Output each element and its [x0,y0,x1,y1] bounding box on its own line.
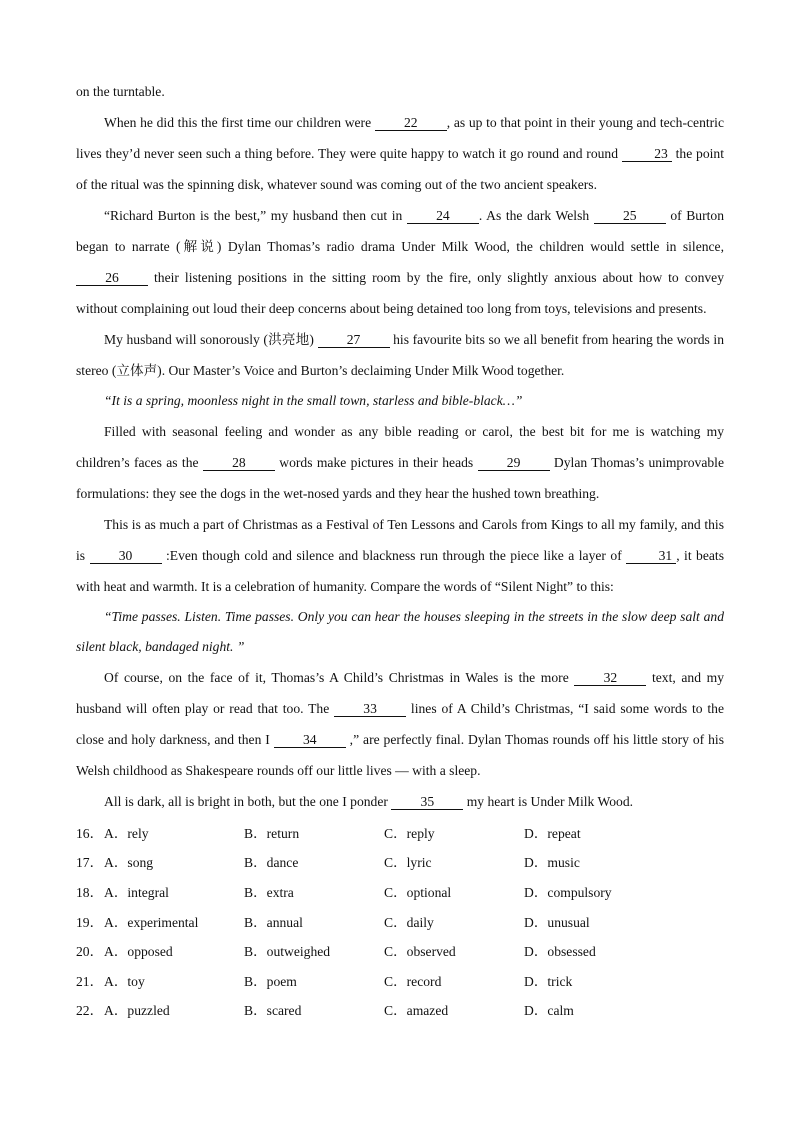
blank-25: 25 [594,209,666,224]
option-c: C．lyric [384,855,432,871]
blank-28: 28 [203,456,275,471]
text: the point of the ritual was the spinning disk, whatever sound was coming out of the two ancient speakers. [76,146,724,192]
text: My husband will sonorously (洪亮地) [104,332,318,347]
paragraph-4 [76,416,724,509]
document-page [76,76,724,1024]
text: lines of A Child’s Christmas, “I said some words to the close and holy darkness, and then I [76,701,724,747]
text: his favourite bits so we all benefit from hearing the words in stereo (立体声). Our Master’s Voice and Burton’s declaiming Under Milk Wood together. [76,332,724,378]
option-d: D．compulsory [524,884,612,900]
option-d: D．trick [524,973,573,989]
option-a: A．rely [104,825,149,841]
text: Dylan Thomas’s unimprovable formulations: they see the dogs in the wet-nosed yards and they hear the hushed town breathing. [76,455,724,501]
paragraph-2 [76,200,724,324]
option-a: A．integral [104,884,169,900]
text: , as up to that point in their young and tech-centric lives they’d never seen such a thing before. They were quite happy to watch it go round and round [76,115,724,161]
option-a: A．song [104,855,154,871]
blank-33: 33 [334,702,406,717]
blank-30: 30 [90,549,162,564]
option-c: C．record [384,973,442,989]
option-d: D．music [524,855,580,871]
text: words make pictures in their heads [274,455,478,470]
text: their listening positions in the sitting room by the fire, only slightly anxious about how to convey without complaining out loud their deep concerns about being detained too long from toys, televisions and presents. [76,270,724,316]
option-a: A．toy [104,973,145,989]
text: :Even though cold and silence and blackness run through the piece like a layer of [161,548,627,563]
option-d: D．calm [524,1003,574,1019]
question-number: 18． [76,884,104,900]
option-b: B．return [244,825,300,841]
question-row [76,847,724,877]
text: . As the dark Welsh [478,208,594,223]
question-row [76,906,724,936]
text: text, and my husband will often play or read that too. The [76,670,724,716]
text: This is as much a part of Christmas as a Festival of Ten Lessons and Carols from Kings to all my family, and this is [76,517,724,563]
question-row [76,817,724,847]
option-a: A．puzzled [104,1003,170,1019]
question-number: 19． [76,914,104,930]
option-d: D．repeat [524,825,581,841]
question-number: 21． [76,973,104,989]
option-d: D．unusual [524,914,590,930]
text: on the turntable. [76,84,165,99]
blank-34: 34 [274,733,346,748]
question-number: 17． [76,855,104,871]
quote-1: “It is a spring, moonless night in the small town, starless and bible-black…” [104,393,523,408]
text: When he did this the first time our children were [104,115,375,130]
text: All is dark, all is bright in both, but the one I ponder [104,794,392,809]
text: of Burton began to narrate (解说) Dylan Thomas’s radio drama Under Milk Wood, the children would settle in silence, [76,208,724,254]
text: Of course, on the face of it, Thomas’s A Child’s Christmas in Wales is the more [104,670,575,685]
question-row [76,876,724,906]
quote-2: “Time passes. Listen. Time passes. Only you can hear the houses sleeping in the streets in the slow deep salt and silent black, bandaged night. ” [76,609,724,654]
paragraph-6 [76,662,724,786]
question-options [76,817,724,1024]
option-b: B．annual [244,914,303,930]
blank-24: 24 [407,209,479,224]
question-number: 16． [76,825,104,841]
text: my heart is Under Milk Wood. [463,794,634,809]
question-row [76,995,724,1025]
text: Filled with seasonal feeling and wonder as any bible reading or carol, the best bit for me is watching my children’s faces as the [76,424,724,470]
paragraph-0 [76,76,724,107]
blank-32: 32 [574,671,646,686]
option-c: C．observed [384,944,456,960]
question-number: 22． [76,1003,104,1019]
option-b: B．dance [244,855,299,871]
paragraph-1 [76,107,724,200]
text: ,” are perfectly final. Dylan Thomas rounds off his little story of his Welsh childhood as Shakespeare rounds off our little lives — with a sleep. [76,732,724,778]
paragraph-5 [76,509,724,602]
paragraph-7 [76,786,724,817]
question-number: 20． [76,944,104,960]
blank-35: 35 [391,795,463,810]
blank-27: 27 [318,333,390,348]
option-c: C．reply [384,825,435,841]
option-c: C．optional [384,884,452,900]
paragraph-3 [76,324,724,386]
blank-22: 22 [375,116,447,131]
text: “Richard Burton is the best,” my husband then cut in [104,208,407,223]
option-b: B．poem [244,973,297,989]
option-b: B．outweighed [244,944,331,960]
question-row [76,965,724,995]
text: , it beats with heat and warmth. It is a celebration of humanity. Compare the words of “Silent Night” to this: [76,548,724,594]
option-a: A．opposed [104,944,173,960]
option-d: D．obsessed [524,944,596,960]
question-row [76,935,724,965]
blank-26: 26 [76,271,148,286]
option-b: B．extra [244,884,294,900]
option-b: B．scared [244,1003,302,1019]
option-c: C．daily [384,914,434,930]
option-c: C．amazed [384,1003,449,1019]
blank-31: 31 [626,549,676,564]
option-a: A．experimental [104,914,199,930]
blank-23: 23 [622,147,672,162]
blank-29: 29 [478,456,550,471]
